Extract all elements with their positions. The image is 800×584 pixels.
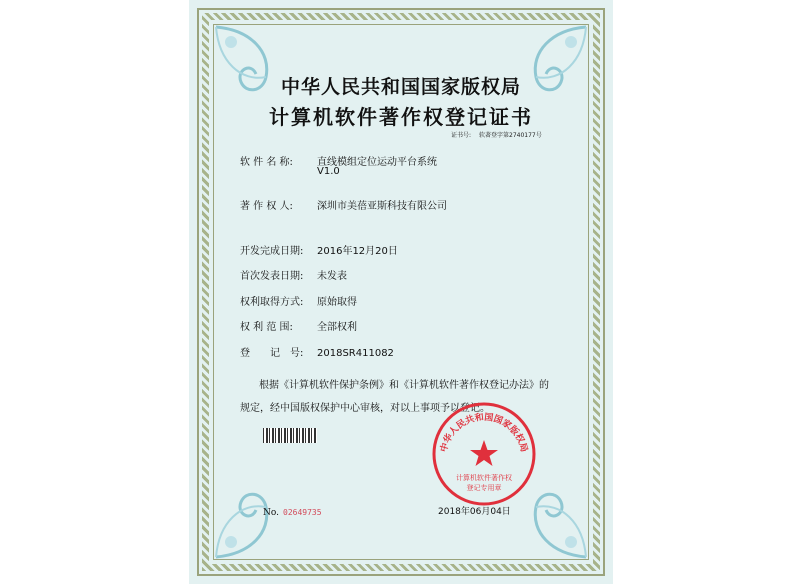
field-value: 原始取得 xyxy=(317,297,357,308)
serial-label: No. xyxy=(263,508,279,518)
field-rights-scope xyxy=(240,318,357,333)
field-label: 开发完成日期: xyxy=(240,246,304,257)
body-text-line-2: 规定，经中国版权保护中心审核，对以上事项予以登记。 xyxy=(240,403,490,414)
official-seal xyxy=(430,400,538,508)
cert-number-label: 证书号: xyxy=(451,132,472,139)
field-value: 2016年12月20日 xyxy=(317,246,398,257)
field-value: 2018SR411082 xyxy=(317,348,394,359)
certificate xyxy=(189,0,613,584)
seal-text-bottom: 登记专用章 xyxy=(466,484,502,492)
field-copyright-owner xyxy=(240,197,447,212)
certificate-title: 计算机软件著作权登记证书 xyxy=(269,105,533,129)
field-acquisition-method xyxy=(240,293,357,308)
field-value: 直线模组定位运动平台系统 xyxy=(317,157,437,168)
field-label: 首次发表日期: xyxy=(240,271,304,282)
serial-number: 02649735 xyxy=(283,508,322,517)
field-registration-number xyxy=(240,344,394,359)
field-completion-date xyxy=(240,242,398,257)
seal-text-top: 中华人民共和国国家版权局 xyxy=(439,412,529,454)
field-label: 权利取得方式: xyxy=(240,297,304,308)
field-value: 深圳市美蓓亚斯科技有限公司 xyxy=(317,201,447,212)
body-text-line-1: 根据《计算机软件保护条例》和《计算机软件著作权登记办法》的 xyxy=(259,380,549,391)
seal-text-mid: 计算机软件著作权 xyxy=(456,474,512,482)
field-first-publication xyxy=(240,267,347,282)
field-label: 权 利 范 围: xyxy=(240,322,293,333)
field-value: 全部权利 xyxy=(317,322,357,333)
field-label: 软 件 名 称: xyxy=(240,157,293,168)
cert-number-value: 软著登字第2740177号 xyxy=(479,132,542,139)
field-label: 登 记 号: xyxy=(240,348,304,359)
issuer-heading: 中华人民共和国国家版权局 xyxy=(280,76,521,98)
issue-date: 2018年06月04日 xyxy=(438,507,511,517)
field-label: 著 作 权 人: xyxy=(240,201,293,212)
certificate-number xyxy=(451,130,550,139)
field-value: 未发表 xyxy=(317,271,347,282)
corner-ornament-bottom-left xyxy=(211,472,301,562)
barcode xyxy=(263,428,317,443)
software-version: V1.0 xyxy=(317,166,340,177)
